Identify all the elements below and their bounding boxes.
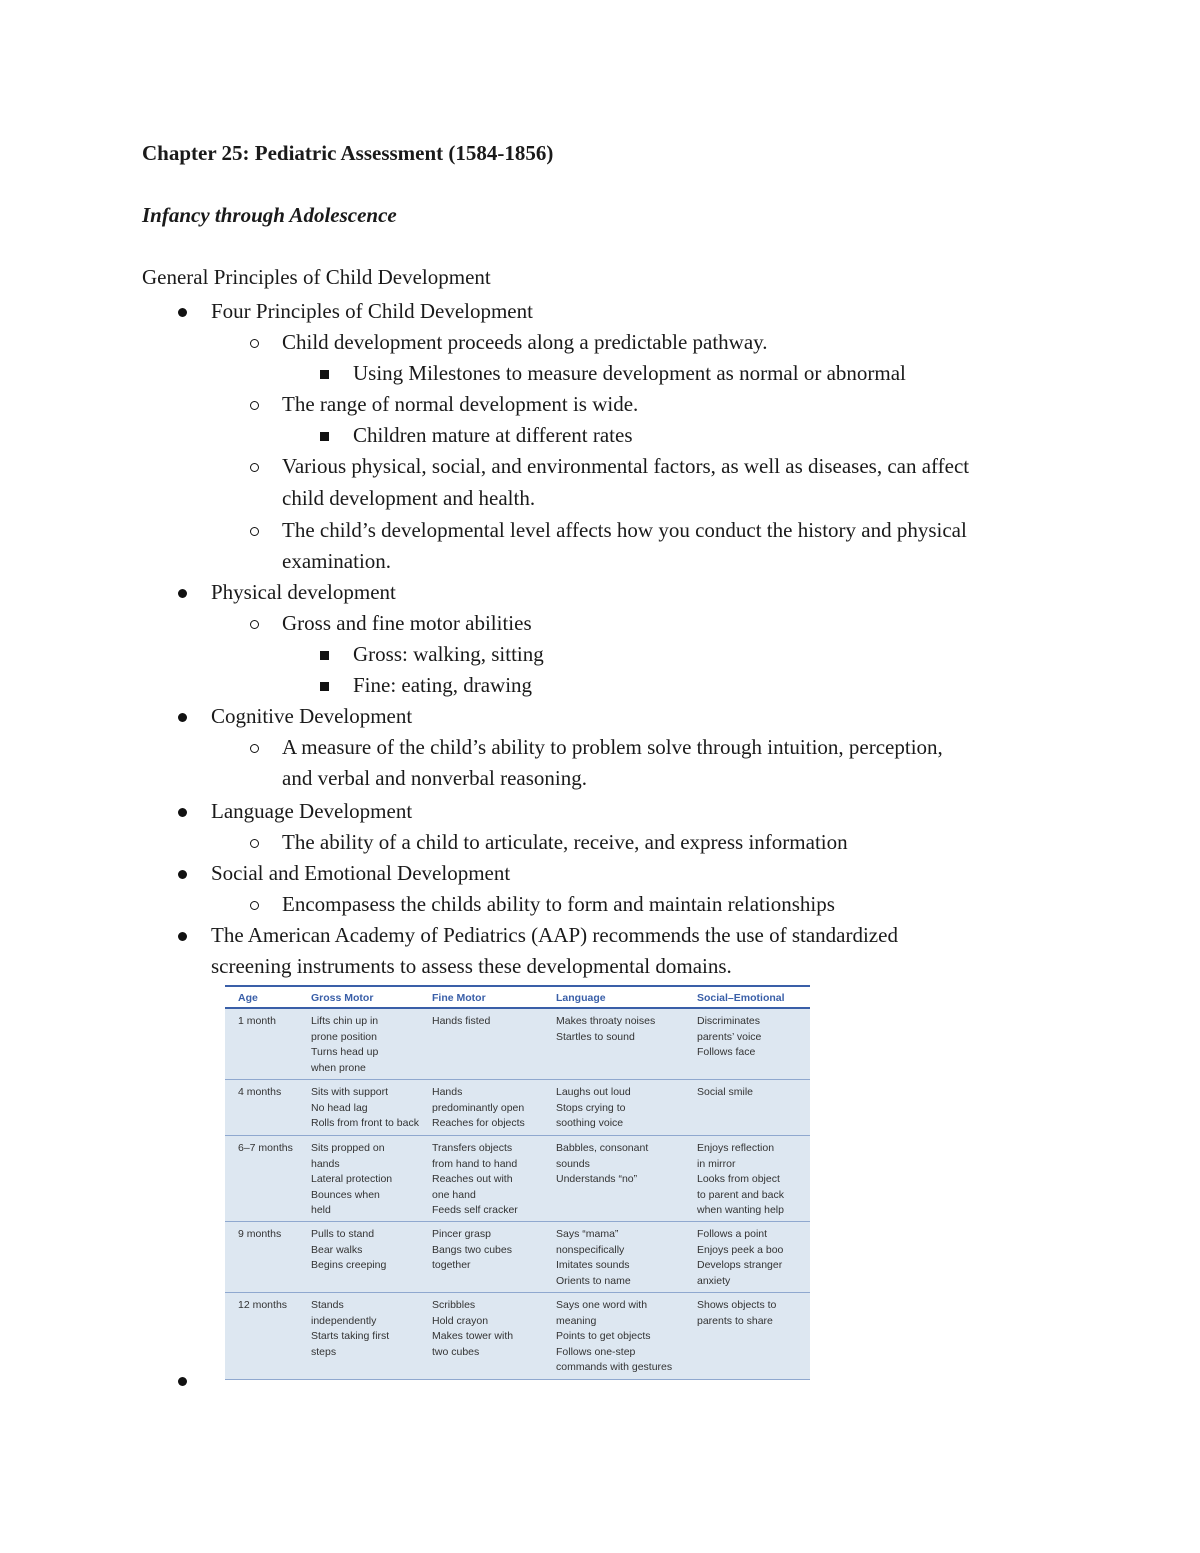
list-item-continuation: and verbal and nonverbal reasoning.	[282, 766, 587, 790]
list-item-continuation: screening instruments to assess these developmental domains.	[211, 954, 732, 978]
list-item: Four Principles of Child Development	[211, 299, 533, 323]
list-item: Language Development	[211, 799, 413, 823]
table-cell: Sits propped on hands Lateral protection Bounces when held	[311, 1142, 393, 1216]
list-item: Child development proceeds along a predictable pathway.	[282, 330, 768, 354]
list-item-continuation: examination.	[282, 549, 392, 573]
header-language: Language	[556, 992, 606, 1004]
table-cell: 12 months	[238, 1299, 288, 1311]
section-title: General Principles of Child Development	[142, 265, 491, 289]
table-cell: Says “mama” nonspecifically Imitates sounds Orients to name	[556, 1228, 631, 1287]
bullet-icon	[178, 1377, 187, 1386]
table-cell: Babbles, consonant sounds Understands “no”	[556, 1142, 649, 1185]
bullet-icon	[178, 808, 187, 817]
header-fine-motor: Fine Motor	[432, 992, 486, 1004]
list-item: Cognitive Development	[211, 704, 413, 728]
table-cell: Social smile	[697, 1086, 754, 1098]
list-item: The child’s developmental level affects how you conduct the history and physical	[282, 518, 967, 542]
list-item: Children mature at different rates	[353, 423, 633, 447]
circle-bullet-icon	[250, 463, 259, 472]
table-cell: Follows a point Enjoys peek a boo Develops stranger anxiety	[697, 1228, 784, 1287]
table-cell: Enjoys reflection in mirror Looks from object to parent and back when wanting help	[697, 1142, 784, 1216]
list-item: Gross and fine motor abilities	[282, 611, 532, 635]
page-title: Chapter 25: Pediatric Assessment (1584-1856)	[142, 141, 554, 165]
page-subtitle: Infancy through Adolescence	[142, 203, 397, 227]
bullet-icon	[178, 308, 187, 317]
list-item: Various physical, social, and environmental factors, as well as diseases, can affect	[282, 454, 970, 478]
square-bullet-icon	[320, 651, 329, 660]
milestone-table	[225, 985, 810, 1380]
list-item: The range of normal development is wide.	[282, 392, 639, 416]
table-cell: Scribbles Hold crayon Makes tower with two cubes	[432, 1299, 514, 1358]
table-cell: 6–7 months	[238, 1142, 293, 1154]
table-cell: Lifts chin up in prone position Turns head up when prone	[311, 1015, 379, 1074]
header-gross-motor: Gross Motor	[311, 992, 374, 1004]
table-cell: 9 months	[238, 1228, 282, 1240]
header-social-emotional: Social–Emotional	[697, 992, 785, 1004]
circle-bullet-icon	[250, 527, 259, 536]
table-cell: Discriminates parents’ voice Follows face	[697, 1015, 762, 1058]
header-age: Age	[238, 992, 258, 1004]
table-cell: Makes throaty noises Startles to sound	[556, 1015, 656, 1043]
square-bullet-icon	[320, 370, 329, 379]
circle-bullet-icon	[250, 620, 259, 629]
bullet-icon	[178, 870, 187, 879]
table-cell: Pincer grasp Bangs two cubes together	[432, 1228, 512, 1271]
table-header	[225, 985, 810, 1009]
table-cell: Sits with support No head lag Rolls from front to back	[311, 1086, 419, 1129]
circle-bullet-icon	[250, 901, 259, 910]
list-item: The ability of a child to articulate, receive, and express information	[282, 830, 848, 854]
list-item: Fine: eating, drawing	[353, 673, 533, 697]
table-cell: Laughs out loud Stops crying to soothing voice	[556, 1086, 631, 1129]
list-item: Physical development	[211, 580, 396, 604]
list-item: Gross: walking, sitting	[353, 642, 544, 666]
table-row	[225, 1136, 810, 1222]
list-item: Using Milestones to measure development as normal or abnormal	[353, 361, 906, 385]
list-item: A measure of the child’s ability to problem solve through intuition, perception,	[282, 735, 943, 759]
table-cell: Hands fisted	[432, 1015, 491, 1027]
table-cell: Shows objects to parents to share	[697, 1299, 777, 1327]
circle-bullet-icon	[250, 339, 259, 348]
table-cell: Hands predominantly open Reaches for objects	[432, 1086, 525, 1129]
table-cell: Says one word with meaning Points to get objects Follows one-step commands with gestures	[556, 1299, 673, 1373]
table-row	[225, 1080, 810, 1136]
circle-bullet-icon	[250, 401, 259, 410]
table-row	[225, 1222, 810, 1293]
list-item: The American Academy of Pediatrics (AAP) recommends the use of standardized	[211, 923, 898, 947]
circle-bullet-icon	[250, 744, 259, 753]
list-item: Social and Emotional Development	[211, 861, 511, 885]
bullet-icon	[178, 713, 187, 722]
table-cell: Stands independently Starts taking first steps	[311, 1299, 390, 1358]
table-row	[225, 1009, 810, 1080]
list-item-continuation: child development and health.	[282, 486, 536, 510]
bullet-icon	[178, 932, 187, 941]
bullet-icon	[178, 589, 187, 598]
table-cell: Pulls to stand Bear walks Begins creeping	[311, 1228, 387, 1271]
square-bullet-icon	[320, 432, 329, 441]
list-item: Encompasess the childs ability to form and maintain relationships	[282, 892, 835, 916]
table-cell: Transfers objects from hand to hand Reaches out with one hand Feeds self cracker	[432, 1142, 518, 1216]
square-bullet-icon	[320, 682, 329, 691]
table-row	[225, 1293, 810, 1380]
circle-bullet-icon	[250, 839, 259, 848]
table-cell: 4 months	[238, 1086, 282, 1098]
table-cell: 1 month	[238, 1015, 276, 1027]
